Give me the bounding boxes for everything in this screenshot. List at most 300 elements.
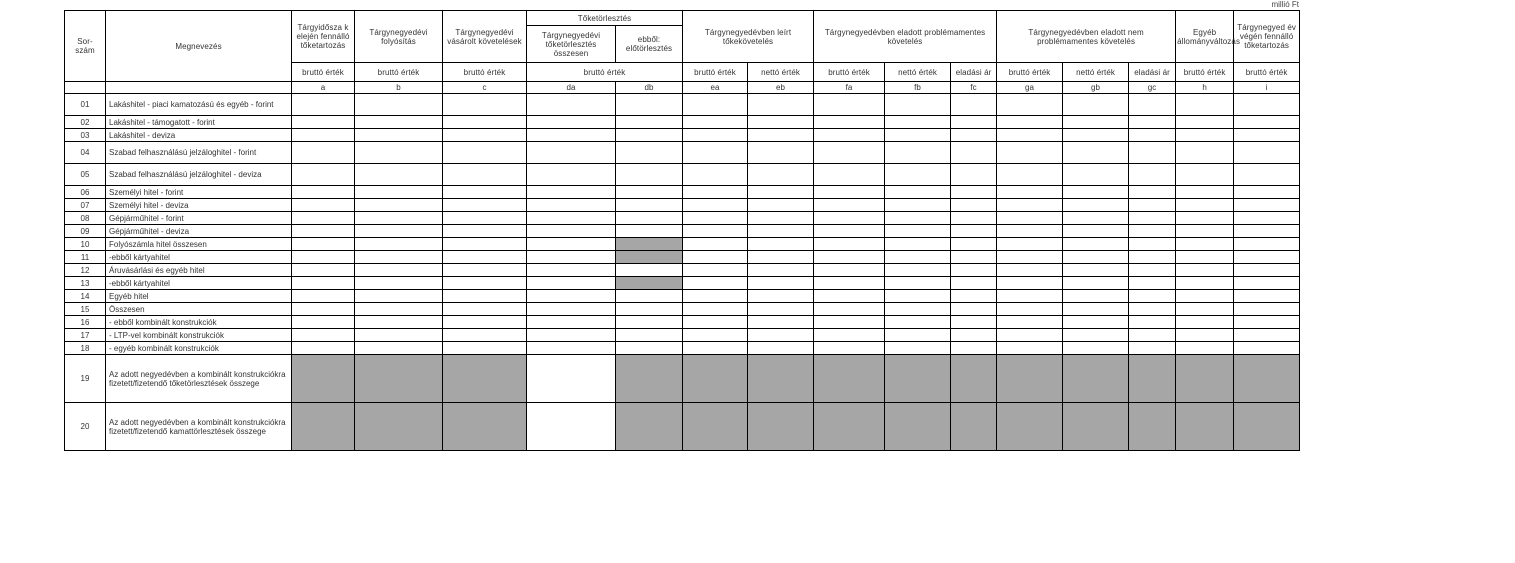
disabled-cell-i — [1234, 355, 1300, 403]
input-cell-h[interactable] — [1176, 225, 1234, 238]
input-cell-db[interactable] — [616, 225, 683, 238]
input-cell-h[interactable] — [1176, 290, 1234, 303]
row-number: 15 — [65, 303, 106, 316]
input-cell-i[interactable] — [1234, 316, 1300, 329]
input-cell-gb[interactable] — [1063, 94, 1129, 116]
input-cell-da[interactable] — [527, 303, 616, 316]
input-cell-ga[interactable] — [997, 277, 1063, 290]
input-cell-i[interactable] — [1234, 329, 1300, 342]
input-cell-a[interactable] — [292, 238, 355, 251]
input-cell-i[interactable] — [1234, 142, 1300, 164]
input-cell-gc[interactable] — [1129, 277, 1176, 290]
column-code-fb: fb — [885, 82, 951, 94]
input-cell-gc[interactable] — [1129, 142, 1176, 164]
input-cell-fa[interactable] — [814, 329, 885, 342]
input-cell-db[interactable] — [616, 164, 683, 186]
input-cell-ga[interactable] — [997, 316, 1063, 329]
input-cell-fc[interactable] — [951, 251, 997, 264]
input-cell-gb[interactable] — [1063, 251, 1129, 264]
input-cell-a[interactable] — [292, 342, 355, 355]
input-cell-db[interactable] — [616, 290, 683, 303]
input-cell-i[interactable] — [1234, 164, 1300, 186]
input-cell-ea[interactable] — [683, 142, 748, 164]
header-netto-eb: nettó érték — [748, 63, 814, 82]
input-cell-da[interactable] — [527, 277, 616, 290]
column-code-gc: gc — [1129, 82, 1176, 94]
input-cell-fa[interactable] — [814, 342, 885, 355]
input-cell-eb[interactable] — [748, 186, 814, 199]
input-cell-i[interactable] — [1234, 116, 1300, 129]
input-cell-i[interactable] — [1234, 238, 1300, 251]
input-cell-c[interactable] — [443, 238, 527, 251]
input-cell-fa[interactable] — [814, 199, 885, 212]
input-cell-ea[interactable] — [683, 164, 748, 186]
input-cell-c[interactable] — [443, 164, 527, 186]
input-cell-fb[interactable] — [885, 116, 951, 129]
input-cell-fa[interactable] — [814, 264, 885, 277]
input-cell-h[interactable] — [1176, 277, 1234, 290]
input-cell-b[interactable] — [355, 164, 443, 186]
input-cell-c[interactable] — [443, 316, 527, 329]
input-cell-ea[interactable] — [683, 186, 748, 199]
input-cell-ga[interactable] — [997, 164, 1063, 186]
input-cell-b[interactable] — [355, 212, 443, 225]
input-cell-c[interactable] — [443, 116, 527, 129]
input-cell-ga[interactable] — [997, 303, 1063, 316]
input-cell-i[interactable] — [1234, 225, 1300, 238]
input-cell-fb[interactable] — [885, 225, 951, 238]
input-cell-h[interactable] — [1176, 264, 1234, 277]
input-cell-fb[interactable] — [885, 251, 951, 264]
header-col-i: Tárgynegyed év végén fennálló tőketartozás — [1234, 11, 1300, 63]
input-cell-gc[interactable] — [1129, 329, 1176, 342]
input-cell-gc[interactable] — [1129, 251, 1176, 264]
input-cell-eb[interactable] — [748, 303, 814, 316]
input-cell-b[interactable] — [355, 290, 443, 303]
input-cell-da[interactable] — [527, 129, 616, 142]
input-cell-da[interactable] — [527, 199, 616, 212]
input-cell-b[interactable] — [355, 329, 443, 342]
input-cell-fb[interactable] — [885, 290, 951, 303]
input-cell-eb[interactable] — [748, 164, 814, 186]
disabled-cell-db — [616, 403, 683, 451]
input-cell-ea[interactable] — [683, 225, 748, 238]
input-cell-fa[interactable] — [814, 186, 885, 199]
input-cell-gc[interactable] — [1129, 316, 1176, 329]
input-cell-gc[interactable] — [1129, 186, 1176, 199]
input-cell-h[interactable] — [1176, 316, 1234, 329]
input-cell-gb[interactable] — [1063, 164, 1129, 186]
input-cell-c[interactable] — [443, 225, 527, 238]
input-cell-da[interactable] — [527, 238, 616, 251]
input-cell-i[interactable] — [1234, 186, 1300, 199]
input-cell-gb[interactable] — [1063, 116, 1129, 129]
input-cell-gc[interactable] — [1129, 116, 1176, 129]
input-cell-i[interactable] — [1234, 94, 1300, 116]
input-cell-c[interactable] — [443, 186, 527, 199]
input-cell-gb[interactable] — [1063, 238, 1129, 251]
input-cell-fb[interactable] — [885, 186, 951, 199]
input-cell-fa[interactable] — [814, 277, 885, 290]
input-cell-eb[interactable] — [748, 94, 814, 116]
input-cell-da[interactable] — [527, 264, 616, 277]
input-cell-gc[interactable] — [1129, 199, 1176, 212]
input-cell-i[interactable] — [1234, 303, 1300, 316]
input-cell-db[interactable] — [616, 342, 683, 355]
input-cell-fb[interactable] — [885, 212, 951, 225]
input-cell-b[interactable] — [355, 251, 443, 264]
input-cell-fb[interactable] — [885, 329, 951, 342]
input-cell-ea[interactable] — [683, 342, 748, 355]
input-cell-fa[interactable] — [814, 129, 885, 142]
input-cell-fa[interactable] — [814, 251, 885, 264]
input-cell-fa[interactable] — [814, 142, 885, 164]
input-cell-fc[interactable] — [951, 225, 997, 238]
input-cell-gb[interactable] — [1063, 199, 1129, 212]
input-cell-b[interactable] — [355, 129, 443, 142]
input-cell-b[interactable] — [355, 225, 443, 238]
input-cell-fb[interactable] — [885, 199, 951, 212]
input-cell-a[interactable] — [292, 264, 355, 277]
input-cell-db[interactable] — [616, 316, 683, 329]
input-cell-c[interactable] — [443, 199, 527, 212]
input-cell-db[interactable] — [616, 199, 683, 212]
input-cell-ea[interactable] — [683, 290, 748, 303]
input-cell-b[interactable] — [355, 238, 443, 251]
input-cell-ga[interactable] — [997, 212, 1063, 225]
row-label: Szabad felhasználású jelzáloghitel - deviza — [106, 164, 292, 186]
input-cell-h[interactable] — [1176, 251, 1234, 264]
input-cell-b[interactable] — [355, 316, 443, 329]
input-cell-gc[interactable] — [1129, 212, 1176, 225]
input-cell-gb[interactable] — [1063, 212, 1129, 225]
input-cell-eb[interactable] — [748, 342, 814, 355]
input-cell-fc[interactable] — [951, 303, 997, 316]
input-cell-ea[interactable] — [683, 316, 748, 329]
input-cell-da[interactable] — [527, 342, 616, 355]
input-cell-h[interactable] — [1176, 303, 1234, 316]
input-cell-fc[interactable] — [951, 342, 997, 355]
input-cell-h[interactable] — [1176, 212, 1234, 225]
input-cell-gb[interactable] — [1063, 329, 1129, 342]
input-cell-eb[interactable] — [748, 129, 814, 142]
input-cell-h[interactable] — [1176, 342, 1234, 355]
input-cell-ea[interactable] — [683, 116, 748, 129]
input-cell-eb[interactable] — [748, 142, 814, 164]
disabled-cell-fc — [951, 403, 997, 451]
input-cell-i[interactable] — [1234, 342, 1300, 355]
input-cell-i[interactable] — [1234, 277, 1300, 290]
input-cell-fc[interactable] — [951, 290, 997, 303]
input-cell-h[interactable] — [1176, 116, 1234, 129]
input-cell-ea[interactable] — [683, 238, 748, 251]
input-cell-h[interactable] — [1176, 329, 1234, 342]
input-cell-a[interactable] — [292, 212, 355, 225]
input-cell-db[interactable] — [616, 129, 683, 142]
input-cell-h[interactable] — [1176, 142, 1234, 164]
input-cell-c[interactable] — [443, 342, 527, 355]
input-cell-ga[interactable] — [997, 199, 1063, 212]
input-cell-fc[interactable] — [951, 164, 997, 186]
table-row — [65, 264, 1300, 277]
disabled-cell-a — [292, 403, 355, 451]
input-cell-ga[interactable] — [997, 94, 1063, 116]
input-cell-h[interactable] — [1176, 186, 1234, 199]
input-cell-c[interactable] — [443, 142, 527, 164]
input-cell-gc[interactable] — [1129, 164, 1176, 186]
row-label: Személyi hitel - deviza — [106, 199, 292, 212]
input-cell-fa[interactable] — [814, 212, 885, 225]
input-cell-da[interactable] — [527, 94, 616, 116]
input-cell-fb[interactable] — [885, 238, 951, 251]
row-number: 14 — [65, 290, 106, 303]
input-cell-db[interactable] — [616, 212, 683, 225]
input-cell-eb[interactable] — [748, 199, 814, 212]
input-cell-gc[interactable] — [1129, 264, 1176, 277]
input-cell-gc[interactable] — [1129, 94, 1176, 116]
input-cell-fb[interactable] — [885, 342, 951, 355]
input-cell-fc[interactable] — [951, 329, 997, 342]
input-cell-db[interactable] — [616, 264, 683, 277]
row-label: -ebből kártyahitel — [106, 251, 292, 264]
input-cell-ea[interactable] — [683, 277, 748, 290]
input-cell-fc[interactable] — [951, 142, 997, 164]
input-cell-gb[interactable] — [1063, 277, 1129, 290]
input-cell-h[interactable] — [1176, 164, 1234, 186]
input-cell-ea[interactable] — [683, 264, 748, 277]
input-cell-a[interactable] — [292, 251, 355, 264]
input-cell-b[interactable] — [355, 264, 443, 277]
table-row — [65, 186, 1300, 199]
input-cell-a[interactable] — [292, 94, 355, 116]
input-cell-a[interactable] — [292, 225, 355, 238]
input-cell-db[interactable] — [616, 116, 683, 129]
input-cell-b[interactable] — [355, 303, 443, 316]
input-cell-c[interactable] — [443, 129, 527, 142]
input-cell-c[interactable] — [443, 212, 527, 225]
input-cell-da[interactable] — [527, 316, 616, 329]
input-cell-c[interactable] — [443, 94, 527, 116]
input-cell-a[interactable] — [292, 186, 355, 199]
input-cell-b[interactable] — [355, 94, 443, 116]
input-cell-ga[interactable] — [997, 238, 1063, 251]
input-cell-fa[interactable] — [814, 290, 885, 303]
input-cell-gc[interactable] — [1129, 225, 1176, 238]
input-cell-a[interactable] — [292, 199, 355, 212]
input-cell-gb[interactable] — [1063, 303, 1129, 316]
input-cell-ga[interactable] — [997, 186, 1063, 199]
input-cell-gc[interactable] — [1129, 290, 1176, 303]
input-cell-eb[interactable] — [748, 116, 814, 129]
header-col-f: Tárgynegyedévben eladott problémamentes követelés — [814, 11, 997, 63]
input-cell-a[interactable] — [292, 303, 355, 316]
input-cell-b[interactable] — [355, 199, 443, 212]
input-cell-fa[interactable] — [814, 303, 885, 316]
input-cell-fb[interactable] — [885, 129, 951, 142]
header-brutto-h: bruttó érték — [1176, 63, 1234, 82]
input-cell-da[interactable] — [527, 403, 616, 451]
input-cell-fc[interactable] — [951, 94, 997, 116]
input-cell-a[interactable] — [292, 164, 355, 186]
input-cell-ga[interactable] — [997, 251, 1063, 264]
input-cell-ga[interactable] — [997, 129, 1063, 142]
input-cell-da[interactable] — [527, 355, 616, 403]
input-cell-eb[interactable] — [748, 212, 814, 225]
input-cell-da[interactable] — [527, 186, 616, 199]
input-cell-ga[interactable] — [997, 116, 1063, 129]
input-cell-fc[interactable] — [951, 129, 997, 142]
input-cell-fc[interactable] — [951, 212, 997, 225]
input-cell-gb[interactable] — [1063, 342, 1129, 355]
input-cell-ea[interactable] — [683, 251, 748, 264]
input-cell-gc[interactable] — [1129, 129, 1176, 142]
input-cell-b[interactable] — [355, 186, 443, 199]
input-cell-b[interactable] — [355, 342, 443, 355]
input-cell-gc[interactable] — [1129, 303, 1176, 316]
disabled-cell-h — [1176, 403, 1234, 451]
input-cell-i[interactable] — [1234, 264, 1300, 277]
input-cell-eb[interactable] — [748, 251, 814, 264]
input-cell-da[interactable] — [527, 251, 616, 264]
input-cell-ga[interactable] — [997, 290, 1063, 303]
input-cell-db[interactable] — [616, 94, 683, 116]
input-cell-gb[interactable] — [1063, 264, 1129, 277]
input-cell-fc[interactable] — [951, 116, 997, 129]
input-cell-fa[interactable] — [814, 116, 885, 129]
input-cell-gc[interactable] — [1129, 238, 1176, 251]
input-cell-fc[interactable] — [951, 199, 997, 212]
input-cell-da[interactable] — [527, 142, 616, 164]
column-code-row — [65, 82, 1300, 94]
column-code-fc: fc — [951, 82, 997, 94]
input-cell-fc[interactable] — [951, 186, 997, 199]
input-cell-h[interactable] — [1176, 94, 1234, 116]
row-number: 04 — [65, 142, 106, 164]
input-cell-fa[interactable] — [814, 316, 885, 329]
input-cell-fc[interactable] — [951, 316, 997, 329]
input-cell-eb[interactable] — [748, 238, 814, 251]
input-cell-h[interactable] — [1176, 238, 1234, 251]
input-cell-a[interactable] — [292, 142, 355, 164]
table-row — [65, 129, 1300, 142]
input-cell-da[interactable] — [527, 290, 616, 303]
input-cell-i[interactable] — [1234, 129, 1300, 142]
input-cell-gb[interactable] — [1063, 142, 1129, 164]
input-cell-i[interactable] — [1234, 212, 1300, 225]
input-cell-gb[interactable] — [1063, 290, 1129, 303]
input-cell-gb[interactable] — [1063, 225, 1129, 238]
input-cell-da[interactable] — [527, 212, 616, 225]
input-cell-c[interactable] — [443, 329, 527, 342]
input-cell-da[interactable] — [527, 116, 616, 129]
header-eladasi-ar-fc: eladási ár — [951, 63, 997, 82]
input-cell-ga[interactable] — [997, 342, 1063, 355]
disabled-cell-gb — [1063, 403, 1129, 451]
input-cell-ea[interactable] — [683, 199, 748, 212]
input-cell-gb[interactable] — [1063, 129, 1129, 142]
input-cell-a[interactable] — [292, 329, 355, 342]
input-cell-b[interactable] — [355, 277, 443, 290]
input-cell-ea[interactable] — [683, 94, 748, 116]
input-cell-ea[interactable] — [683, 303, 748, 316]
column-code-gb: gb — [1063, 82, 1129, 94]
input-cell-fb[interactable] — [885, 164, 951, 186]
input-cell-c[interactable] — [443, 290, 527, 303]
input-cell-ga[interactable] — [997, 225, 1063, 238]
input-cell-ga[interactable] — [997, 142, 1063, 164]
input-cell-i[interactable] — [1234, 199, 1300, 212]
input-cell-c[interactable] — [443, 264, 527, 277]
input-cell-ga[interactable] — [997, 329, 1063, 342]
input-cell-a[interactable] — [292, 129, 355, 142]
column-code-i: i — [1234, 82, 1300, 94]
input-cell-fa[interactable] — [814, 94, 885, 116]
input-cell-db[interactable] — [616, 186, 683, 199]
input-cell-gc[interactable] — [1129, 342, 1176, 355]
input-cell-a[interactable] — [292, 316, 355, 329]
input-cell-fb[interactable] — [885, 303, 951, 316]
input-cell-a[interactable] — [292, 277, 355, 290]
input-cell-fa[interactable] — [814, 238, 885, 251]
input-cell-fb[interactable] — [885, 277, 951, 290]
input-cell-fb[interactable] — [885, 316, 951, 329]
row-label: Az adott negyedévben a kombinált konstrukciókra fizetett/fizetendő kamattörlesztések összege — [106, 403, 292, 451]
input-cell-c[interactable] — [443, 303, 527, 316]
input-cell-fc[interactable] — [951, 277, 997, 290]
input-cell-fc[interactable] — [951, 264, 997, 277]
input-cell-ga[interactable] — [997, 264, 1063, 277]
input-cell-i[interactable] — [1234, 290, 1300, 303]
input-cell-b[interactable] — [355, 142, 443, 164]
input-cell-fb[interactable] — [885, 142, 951, 164]
input-cell-db[interactable] — [616, 329, 683, 342]
input-cell-fb[interactable] — [885, 264, 951, 277]
input-cell-db[interactable] — [616, 303, 683, 316]
input-cell-c[interactable] — [443, 251, 527, 264]
code-cell-blank — [65, 82, 106, 94]
table-row — [65, 212, 1300, 225]
input-cell-fb[interactable] — [885, 94, 951, 116]
input-cell-h[interactable] — [1176, 129, 1234, 142]
input-cell-ea[interactable] — [683, 329, 748, 342]
input-cell-da[interactable] — [527, 164, 616, 186]
input-cell-eb[interactable] — [748, 290, 814, 303]
input-cell-fc[interactable] — [951, 238, 997, 251]
input-cell-eb[interactable] — [748, 264, 814, 277]
table-row — [65, 342, 1300, 355]
input-cell-fa[interactable] — [814, 225, 885, 238]
input-cell-a[interactable] — [292, 116, 355, 129]
row-label: - egyéb kombinált konstrukciók — [106, 342, 292, 355]
input-cell-gb[interactable] — [1063, 316, 1129, 329]
input-cell-a[interactable] — [292, 290, 355, 303]
input-cell-eb[interactable] — [748, 329, 814, 342]
input-cell-fa[interactable] — [814, 164, 885, 186]
input-cell-da[interactable] — [527, 225, 616, 238]
input-cell-i[interactable] — [1234, 251, 1300, 264]
input-cell-h[interactable] — [1176, 199, 1234, 212]
input-cell-gb[interactable] — [1063, 186, 1129, 199]
input-cell-eb[interactable] — [748, 277, 814, 290]
input-cell-b[interactable] — [355, 116, 443, 129]
input-cell-c[interactable] — [443, 277, 527, 290]
input-cell-db[interactable] — [616, 142, 683, 164]
input-cell-ea[interactable] — [683, 212, 748, 225]
input-cell-ea[interactable] — [683, 129, 748, 142]
input-cell-da[interactable] — [527, 329, 616, 342]
input-cell-eb[interactable] — [748, 225, 814, 238]
input-cell-eb[interactable] — [748, 316, 814, 329]
